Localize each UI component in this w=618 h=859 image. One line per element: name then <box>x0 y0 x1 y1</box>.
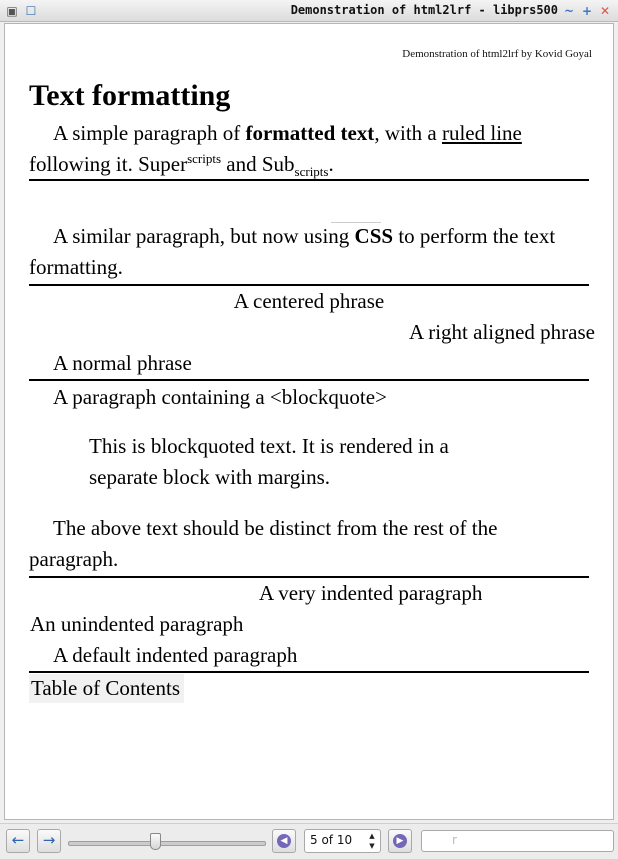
page-heading: Text formatting <box>29 79 231 112</box>
blockquote: This is blockquoted text. It is rendered in a separate block with margins. <box>89 434 449 489</box>
page-spinbox[interactable] <box>304 829 381 853</box>
superscript-text: scripts <box>187 151 222 166</box>
document-page <box>4 23 614 820</box>
underlined-text: ruled line <box>441 121 522 145</box>
spin-up-icon[interactable]: ▲ <box>369 832 375 840</box>
back-button[interactable] <box>6 829 30 853</box>
arrow-left-icon: ← <box>11 831 25 849</box>
next-page-icon: ▶ <box>393 834 407 848</box>
paragraph-formatted <box>29 118 589 180</box>
previous-page-icon: ◀ <box>277 834 291 848</box>
text-span: A paragraph containing a <blockquote> <box>53 385 387 409</box>
text-span: A simple paragraph of <box>53 121 246 145</box>
minimize-icon[interactable]: ~ <box>563 4 575 18</box>
paragraph-css <box>29 221 589 283</box>
default-indented-paragraph <box>29 640 589 671</box>
slider-handle[interactable] <box>150 833 161 850</box>
forward-button[interactable] <box>37 829 61 853</box>
subscript-text: scripts <box>294 164 329 180</box>
horizontal-rule <box>29 379 589 381</box>
menu-icon[interactable]: ☐ <box>25 4 37 18</box>
text-span: . <box>328 152 334 176</box>
bottom-toolbar <box>0 823 618 859</box>
text-span: A similar paragraph, but now using <box>53 224 355 248</box>
window-title: Demonstration of html2lrf - libprs500 <box>290 3 558 17</box>
centered-phrase: A centered phrase <box>233 289 385 313</box>
previous-page-button[interactable] <box>272 829 296 853</box>
horizontal-rule <box>29 179 589 181</box>
text-span: The above text should be distinct from the rest of the paragraph. <box>29 516 498 571</box>
unindented-paragraph: An unindented paragraph <box>30 612 244 636</box>
text-span: A default indented paragraph <box>53 643 298 667</box>
text-span: and Sub <box>221 152 295 176</box>
maximize-icon[interactable]: + <box>581 4 593 18</box>
document-header: Demonstration of html2lrf by Kovid Goyal <box>402 48 592 60</box>
text-span: A normal phrase <box>53 351 192 375</box>
blockquote-intro <box>29 382 589 413</box>
search-input[interactable]: r <box>421 830 614 852</box>
table-of-contents-link[interactable]: Table of Contents <box>29 674 184 703</box>
text-span: following it. Super <box>29 152 188 176</box>
very-indented-paragraph: A very indented paragraph <box>259 581 483 605</box>
text-span: , with a <box>374 121 442 145</box>
page-slider[interactable] <box>68 841 266 846</box>
book-icon[interactable]: ▣ <box>6 4 18 18</box>
arrow-right-icon: → <box>42 831 56 849</box>
page-indicator: 5 of 10 <box>310 833 353 847</box>
close-icon[interactable]: ✕ <box>599 4 611 18</box>
right-aligned-phrase: A right aligned phrase <box>408 320 595 344</box>
title-bar <box>0 0 618 22</box>
bold-text: CSS <box>354 224 394 248</box>
spin-down-icon[interactable]: ▼ <box>369 842 375 850</box>
bold-text: formatted text <box>245 121 375 145</box>
normal-phrase <box>29 348 589 379</box>
horizontal-rule <box>29 671 589 673</box>
after-quote-paragraph <box>29 513 589 575</box>
next-page-button[interactable] <box>388 829 412 853</box>
text-span: to perform the text formatting. <box>29 224 556 279</box>
